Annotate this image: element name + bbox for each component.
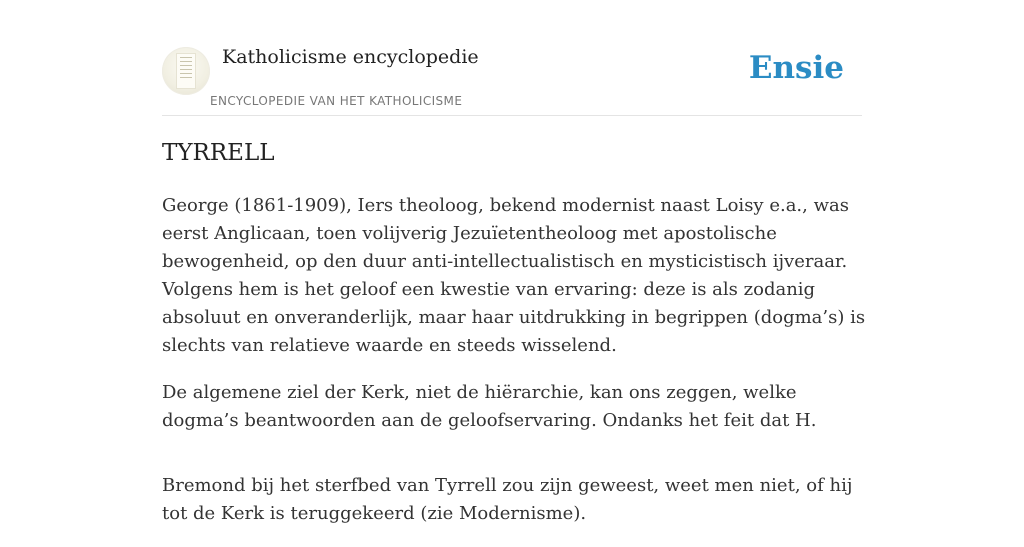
entry-body <box>162 192 868 547</box>
entry-title: TYRRELL <box>162 140 275 166</box>
brand-logo-link[interactable]: Ensie <box>748 50 844 86</box>
site-header <box>162 42 862 116</box>
entry-paragraph: George (1861-1909), Iers theoloog, bekend modernist naast Loisy e.a., was eerst Anglicaan, toen volijverig Jezuïetentheoloog met apostolische bewogenheid, op den duur anti-intellectualistisch en mysticistisch ijveraar. Volgens hem is het geloof een kwestie van ervaring: deze is als zodanig absoluut en onveranderlijk, maar haar uitdrukking in begrippen (dogma’s) is slechts van relatieve waarde en steeds wisselend. <box>162 195 866 356</box>
book-cover-icon <box>176 53 196 89</box>
entry-paragraph: De algemene ziel der Kerk, niet de hiërarchie, kan ons zeggen, welke dogma’s beantwoorden aan de geloofservaring. Ondanks het feit dat H. <box>162 382 817 431</box>
encyclopedia-cover-avatar[interactable] <box>162 47 210 95</box>
site-subtitle: ENCYCLOPEDIE VAN HET KATHOLICISME <box>210 94 463 108</box>
site-title[interactable]: Katholicisme encyclopedie <box>222 46 479 68</box>
entry-paragraph: Bremond bij het sterfbed van Tyrrell zou zijn geweest, weet men niet, of hij tot de Kerk is teruggekeerd (zie Modernisme). <box>162 475 853 524</box>
